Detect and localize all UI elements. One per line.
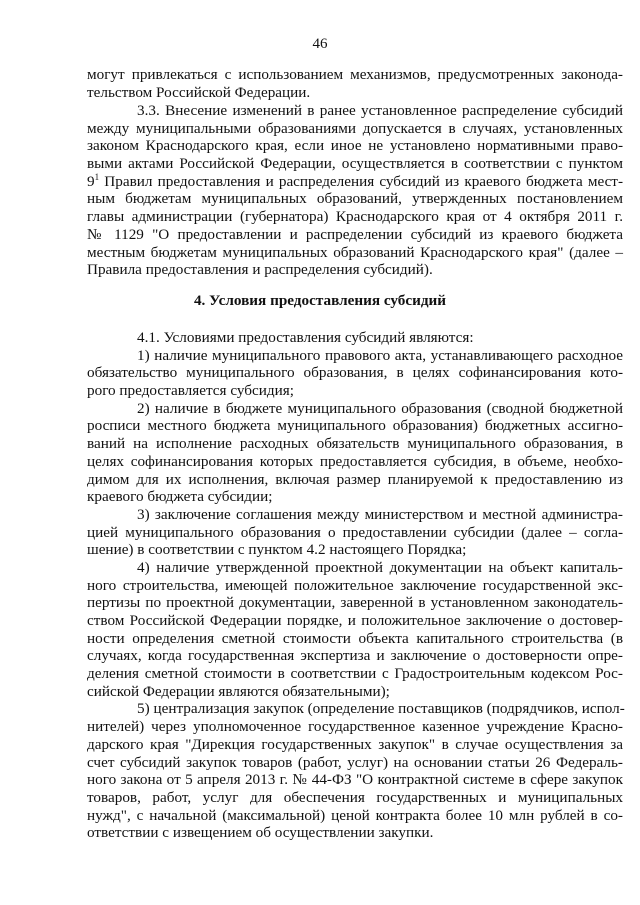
section-heading: 4. Условия предоставления субсидий	[193, 292, 447, 309]
text-line: цией муниципального образования о предоставлении субсидии (далее – согла-	[87, 523, 623, 541]
text-line: выми актами Российской Федерации, осуществляется в соответствии с пунктом	[87, 155, 623, 173]
paragraph-3-3	[87, 102, 623, 279]
text-line: ответствии с извещением об осуществлении закупки.	[87, 824, 434, 842]
text-line: деления сметной стоимости в соответствии с Градостроительным кодексом Рос-	[87, 665, 623, 683]
list-item-4: 4) наличие утвержденной проектной документации на объект капиталь-	[137, 558, 623, 576]
list-item-5: 5) централизация закупок (определение поставщиков (подрядчиков, испол-	[137, 700, 625, 718]
clause-superscript: 1	[94, 171, 100, 182]
text-line: обязательство муниципального образования, в целях софинансирования кото-	[87, 364, 623, 382]
clause-number: 9	[87, 172, 95, 190]
text-line: рого предоставляется субсидия;	[87, 382, 294, 400]
list-item-2: 2) наличие в бюджете муниципального образования (сводной бюджетной	[137, 399, 623, 417]
text-line: 3.3. Внесение изменений в ранее установленное распределение субсидий	[137, 102, 623, 119]
text-line: могут привлекаться с использованием механизмов, предусмотренных законода-	[87, 66, 623, 83]
text-line: ного строительства, имеющей положительное заключение государственной экс-	[87, 576, 623, 594]
text-line: ного закона от 5 апреля 2013 г. № 44-ФЗ "О контрактной системе в сфере закупок	[87, 771, 623, 789]
text-line: ством Российской Федерации порядке, и положительное заключение о достовер-	[87, 612, 623, 629]
text-line: ным бюджетам муниципальных образований, утвержденных постановлением	[87, 190, 623, 208]
list-item-3: 3) заключение соглашения между министерством и местной администра-	[137, 505, 623, 523]
text-line: счет субсидий закупок товаров (работ, услуг) на основании статьи 26 Федераль-	[87, 753, 623, 771]
text-line: сийской Федерации являются обязательными);	[87, 682, 390, 700]
paragraph-continuation	[87, 66, 623, 101]
text-line: димом для их исполнения, включая размер планируемой к предоставлению из	[87, 470, 623, 488]
text-line: тельством Российской Федерации.	[87, 83, 311, 101]
text-line: нужд", с начальной (максимальной) ценой контракта более 10 млн рублей в со-	[87, 806, 623, 824]
list-item-1: 1) наличие муниципального правового акта, устанавливающего расходное	[137, 346, 623, 364]
text-line: нителей) через уполномоченное государственное казенное учреждение Красно-	[87, 718, 623, 736]
text-line: росписи местного бюджета муниципального образования) бюджетных ассигно-	[87, 417, 623, 435]
text-line: № 1129 "О предоставлении и распределении субсидий из краевого бюджета	[87, 225, 623, 243]
text-line-with-footnote	[87, 173, 623, 191]
text-line: ности определения сметной стоимости объекта капитального строительства (в	[87, 629, 623, 647]
text-line: случаях, когда государственная экспертиза и заключение о достоверности опре-	[87, 647, 623, 665]
text-line: Правила предоставления и распределения субсидий).	[87, 261, 433, 279]
text-line: ваний на исполнение расходных обязательств муниципального образования, в	[87, 435, 623, 453]
text-line: 4.1. Условиями предоставления субсидий являются:	[137, 329, 474, 346]
text-line: дарского края "Дирекция государственных закупок" в случае осуществления за	[87, 735, 623, 753]
section-4-1	[87, 329, 623, 842]
text-line: товаров, работ, услуг для обеспечения государственных и муниципальных	[87, 788, 623, 806]
text-line: между муниципальными образованиями допускается в случаях, установленных	[87, 119, 623, 137]
text-line: краевого бюджета субсидии;	[87, 488, 273, 506]
page-number: 46	[312, 36, 328, 52]
text-line: целях софинансирования которых предоставляется субсидия, в объеме, необхо-	[87, 452, 623, 470]
text-fragment: Правил предоставления и распределения субсидий из краевого бюджета мест-	[104, 172, 624, 190]
text-line: законом Краснодарского края, если иное не установлено нормативными право-	[87, 137, 623, 155]
text-line: главы администрации (губернатора) Краснодарского края от 4 октября 2011 г.	[87, 208, 623, 226]
text-line: местным бюджетам муниципальных образований Краснодарского края" (далее –	[87, 243, 623, 261]
text-line: шение) в соответствии с пунктом 4.2 настоящего Порядка;	[87, 541, 467, 559]
text-line: пертизы по проектной документации, заверенной в установленном законодатель-	[87, 594, 623, 612]
